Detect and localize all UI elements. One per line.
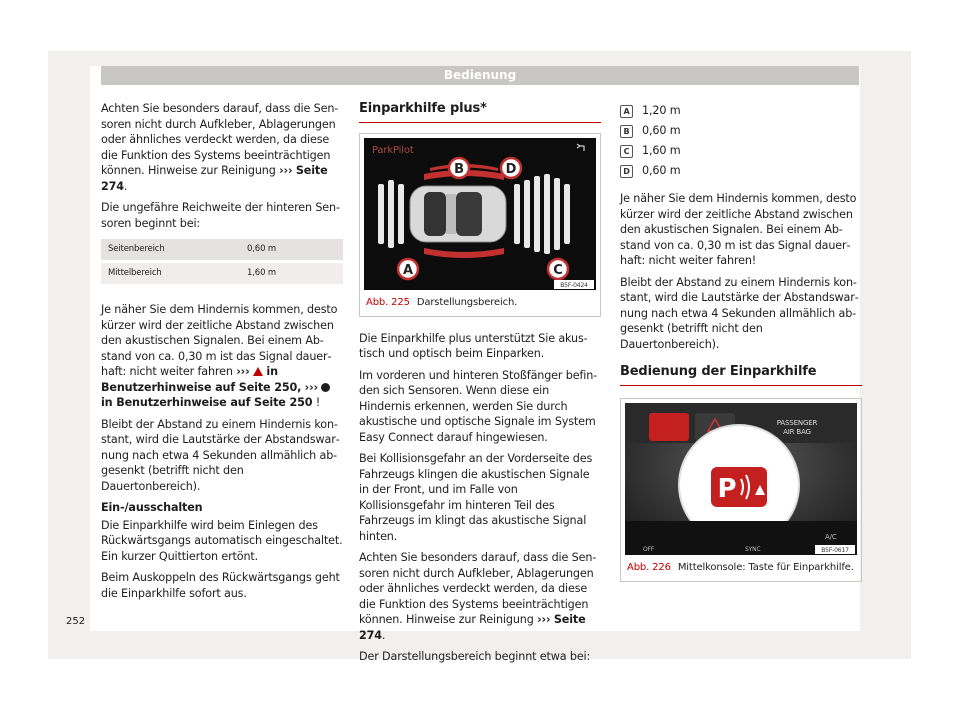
page-reference-link[interactable]: in Benutzerhinweise auf Seite 250	[101, 396, 313, 409]
ref-arrow-icon: ›››	[279, 164, 293, 177]
paragraph: Im vorderen und hinteren Stoßfänger befinden sich Sensoren. Wenn diese ein Hindernis erkennen, werden Sie durch akustische und optische Signale im System Easy Connect darauf hingewiesen.	[359, 368, 598, 444]
ac-label: A/C	[825, 532, 837, 541]
off-label: OFF	[643, 545, 655, 553]
figure-console	[620, 398, 862, 582]
ref-arrow-icon: ›››	[304, 380, 319, 394]
column-left	[101, 101, 343, 607]
p-glyph-icon: P	[717, 473, 737, 504]
paragraph: Die Einparkhilfe plus unterstützt Sie akustisch und optisch beim Einparken.	[359, 331, 588, 360]
column-right	[620, 101, 862, 596]
column-middle	[359, 101, 601, 671]
table-cell-label: Mittelbereich	[101, 263, 240, 284]
range-table	[101, 239, 343, 284]
figure-caption: Abb. 226 Mittelkonsole: Taste für Einparkhilfe.	[627, 561, 854, 573]
svg-text:B: B	[454, 161, 464, 177]
subheading: Ein-/ausschalten	[101, 501, 203, 514]
page-number: 252	[66, 616, 86, 627]
table-cell-label: Seitenbereich	[101, 239, 240, 260]
section-header: Bedienung	[101, 66, 859, 85]
label-badge: B	[620, 125, 633, 138]
label-badge: D	[620, 165, 633, 178]
label-badge: C	[620, 145, 633, 158]
ref-arrow-icon: ›››	[537, 613, 551, 626]
rear-sensor-segments	[378, 180, 404, 248]
callout-a	[398, 259, 418, 279]
park-assist-button[interactable]	[649, 413, 689, 441]
figure-caption: Abb. 225 Darstellungsbereich.	[366, 296, 518, 308]
table-cell-value: 0,60 m	[240, 239, 343, 260]
list-item: B 0,60 m	[620, 121, 862, 141]
paragraph: Achten Sie besonders darauf, dass die Sensoren nicht durch Aufkleber, Ablagerungen oder ähnliches verdeckt werden, da diese die Funktion des Systems beeinträchtigen können. Hinweise zur Reinigung ››› Seite 274.	[359, 551, 597, 642]
page-reference-link[interactable]: in Benutzerhinweise auf Seite 250,	[101, 365, 302, 394]
figure-code: B5F-0617	[821, 546, 849, 554]
page-reference-link[interactable]: Seite 274	[101, 164, 328, 193]
paragraph: Achten Sie besonders darauf, dass die Sensoren nicht durch Aufkleber, Ablagerungen oder ähnliches verdeckt werden, da diese die Funktion des Systems beeinträchtigen können. Hinweise zur Reinigung ››› Seite 274.	[101, 102, 339, 193]
screen-title: ParkPilot	[372, 144, 414, 156]
list-item: A 1,20 m	[620, 101, 862, 121]
table-row	[101, 239, 343, 260]
parkpilot-display-image	[364, 138, 596, 290]
sync-label: SYNC	[745, 545, 761, 553]
paragraph: Bleibt der Abstand zu einem Hindernis konstant, wird die Lautstärke der Abstandswarnung nach etwa 4 Sekunden allmählich abgesenkt (betrifft nicht den Dauertonbereich).	[101, 417, 340, 493]
car-top-view	[410, 186, 506, 242]
paragraph: Bleibt der Abstand zu einem Hindernis konstant, wird die Lautstärke der Abstandswarnung nach etwa 4 Sekunden allmählich abgesenkt (betrifft nicht den Dauertonbereich).	[620, 275, 859, 351]
svg-text:C: C	[553, 262, 563, 278]
paragraph: Die ungefähre Reichweite der hinteren Sensoren beginnt bei:	[101, 201, 341, 230]
figure-code: B5F-0424	[560, 281, 588, 289]
list-item: D 0,60 m	[620, 161, 862, 181]
info-icon	[321, 383, 330, 392]
svg-text:A: A	[403, 262, 413, 278]
airbag-label: AIR BAG	[783, 427, 811, 436]
paragraph: Beim Auskoppeln des Rückwärtsgangs geht die Einparkhilfe sofort aus.	[101, 571, 340, 600]
svg-text:D: D	[505, 161, 517, 177]
center-console-image	[625, 403, 857, 555]
paragraph: Je näher Sie dem Hindernis kommen, desto kürzer wird der zeitliche Abstand zwischen den akustischen Signalen. Bei einem Abstand von ca. 0,30 m ist das Signal dauerhaft: nicht weiter fahren ››› in Benutzerhinweise auf Seite 250, ››› in Benutzerhinweise auf Seite 250 !	[101, 303, 338, 409]
warning-icon	[253, 367, 263, 376]
paragraph: Bei Kollisionsgefahr an der Vorderseite des Fahrzeugs klingen die akustischen Signale in der Front, und im Falle von Kollisionsgefahr im hinteren Teil des Fahrzeugs im klingt das akustische Signal hinten.	[359, 452, 593, 543]
paragraph: Der Darstellungsbereich beginnt etwa bei:	[359, 650, 591, 663]
callout-c	[548, 259, 568, 279]
label-badge: A	[620, 105, 633, 118]
passenger-label: PASSENGER	[776, 418, 818, 427]
list-item: C 1,60 m	[620, 141, 862, 161]
table-row	[101, 263, 343, 284]
page-reference-link[interactable]: Seite 274	[359, 613, 586, 642]
table-cell-value: 1,60 m	[240, 263, 343, 284]
callout-b	[449, 158, 469, 178]
callout-d	[501, 158, 521, 178]
paragraph: Je näher Sie dem Hindernis kommen, desto kürzer wird der zeitliche Abstand zwischen den akustischen Signalen. Bei einem Abstand von ca. 0,30 m ist das Signal dauerhaft: nicht weiter fahren!	[620, 192, 857, 267]
section-heading: Einparkhilfe plus*	[359, 101, 601, 123]
section-heading: Bedienung der Einparkhilfe	[620, 364, 862, 386]
paragraph: Die Einparkhilfe wird beim Einlegen des Rückwärtsgangs automatisch eingeschaltet. Ein kurzer Quittierton ertönt.	[101, 518, 343, 563]
figure-parkpilot	[359, 133, 601, 317]
range-list	[620, 101, 862, 181]
ref-arrow-icon: ›››	[236, 365, 250, 378]
